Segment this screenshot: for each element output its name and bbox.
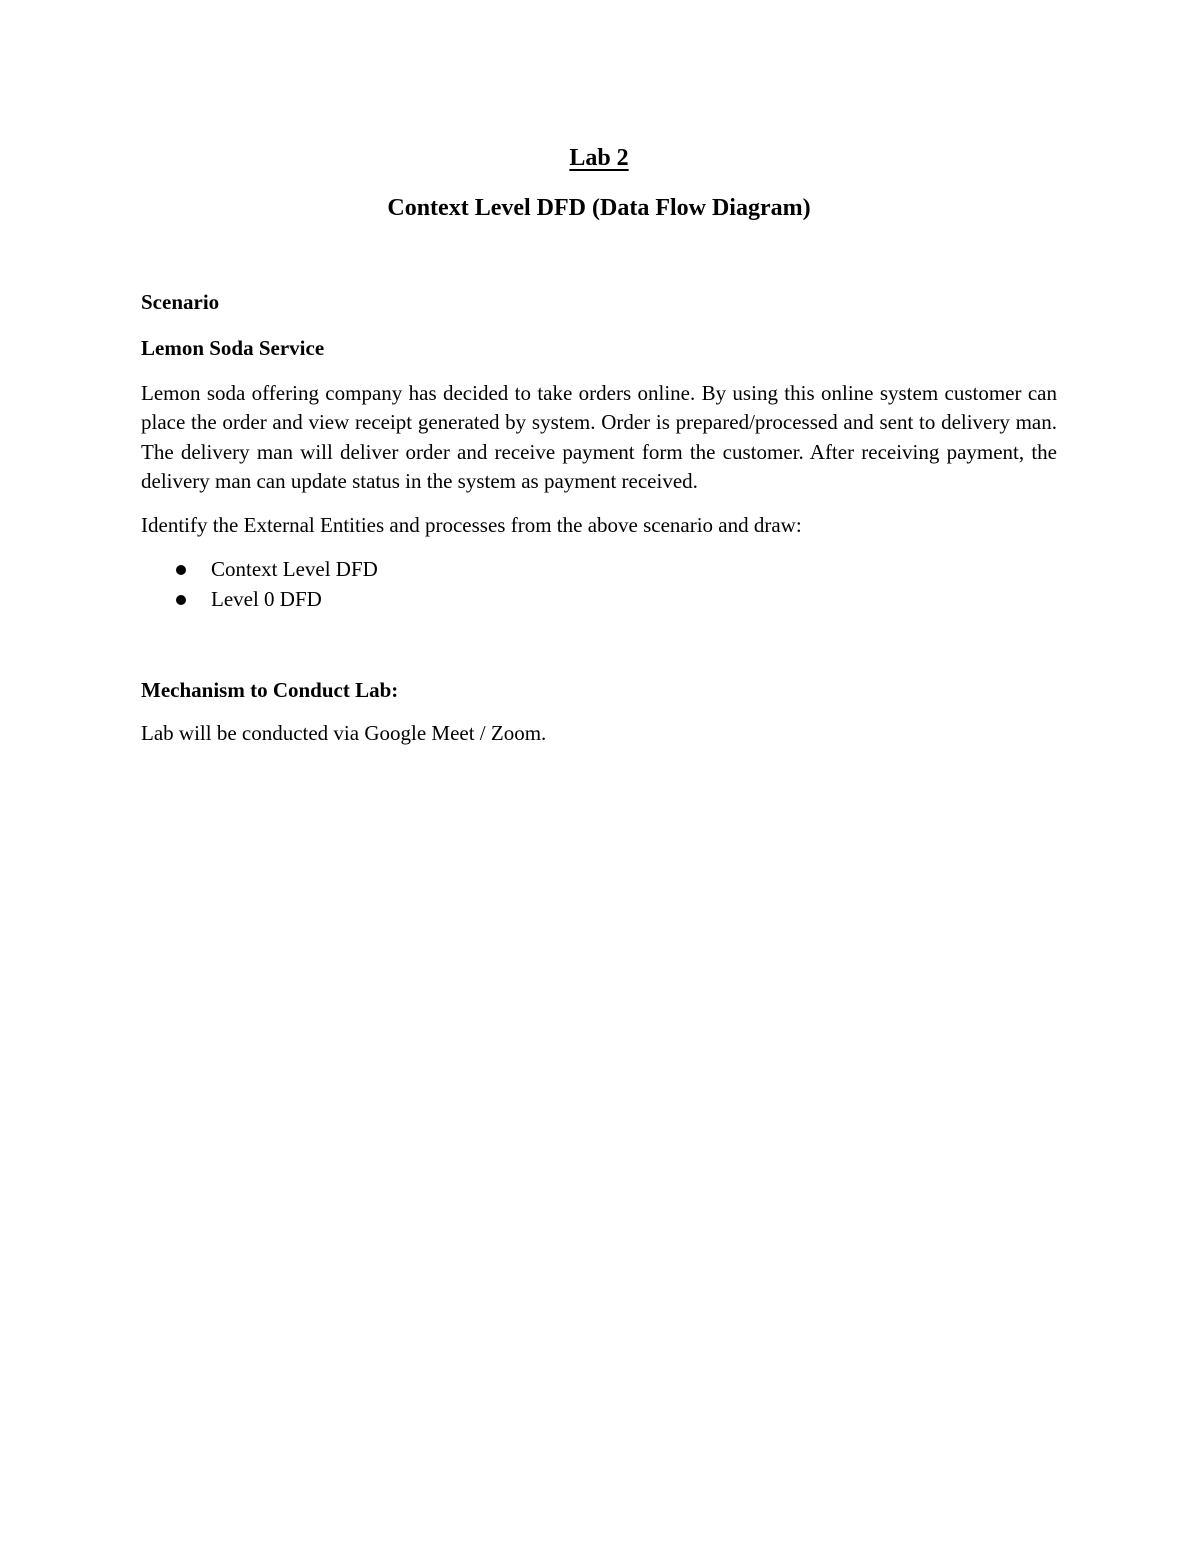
page-content bbox=[141, 140, 1057, 748]
list-item-label: Context Level DFD bbox=[211, 557, 378, 582]
bullet-icon bbox=[176, 565, 186, 575]
scenario-heading: Scenario bbox=[141, 290, 220, 314]
mechanism-paragraph: Lab will be conducted via Google Meet / Zoom. bbox=[141, 721, 547, 746]
service-heading: Lemon Soda Service bbox=[141, 336, 325, 360]
page-subtitle: Context Level DFD (Data Flow Diagram) bbox=[387, 195, 811, 221]
page-title: Lab 2 bbox=[569, 145, 629, 171]
scenario-paragraph: Lemon soda offering company has decided to take orders online. By using this online system customer can place the order and view receipt generated by system. Order is prepared/processed and sent to delivery man. The delivery man will deliver order and receive payment form the customer. After receiving payment, the delivery man can update status in the system as payment received. bbox=[141, 381, 1057, 494]
instruction-paragraph: Identify the External Entities and processes from the above scenario and draw: bbox=[141, 512, 802, 537]
bullet-icon bbox=[176, 595, 186, 605]
list-item bbox=[141, 554, 1057, 584]
mechanism-heading: Mechanism to Conduct Lab: bbox=[141, 678, 399, 703]
list-item-label: Level 0 DFD bbox=[211, 587, 322, 612]
task-list bbox=[141, 554, 1057, 614]
list-item bbox=[141, 584, 1057, 614]
